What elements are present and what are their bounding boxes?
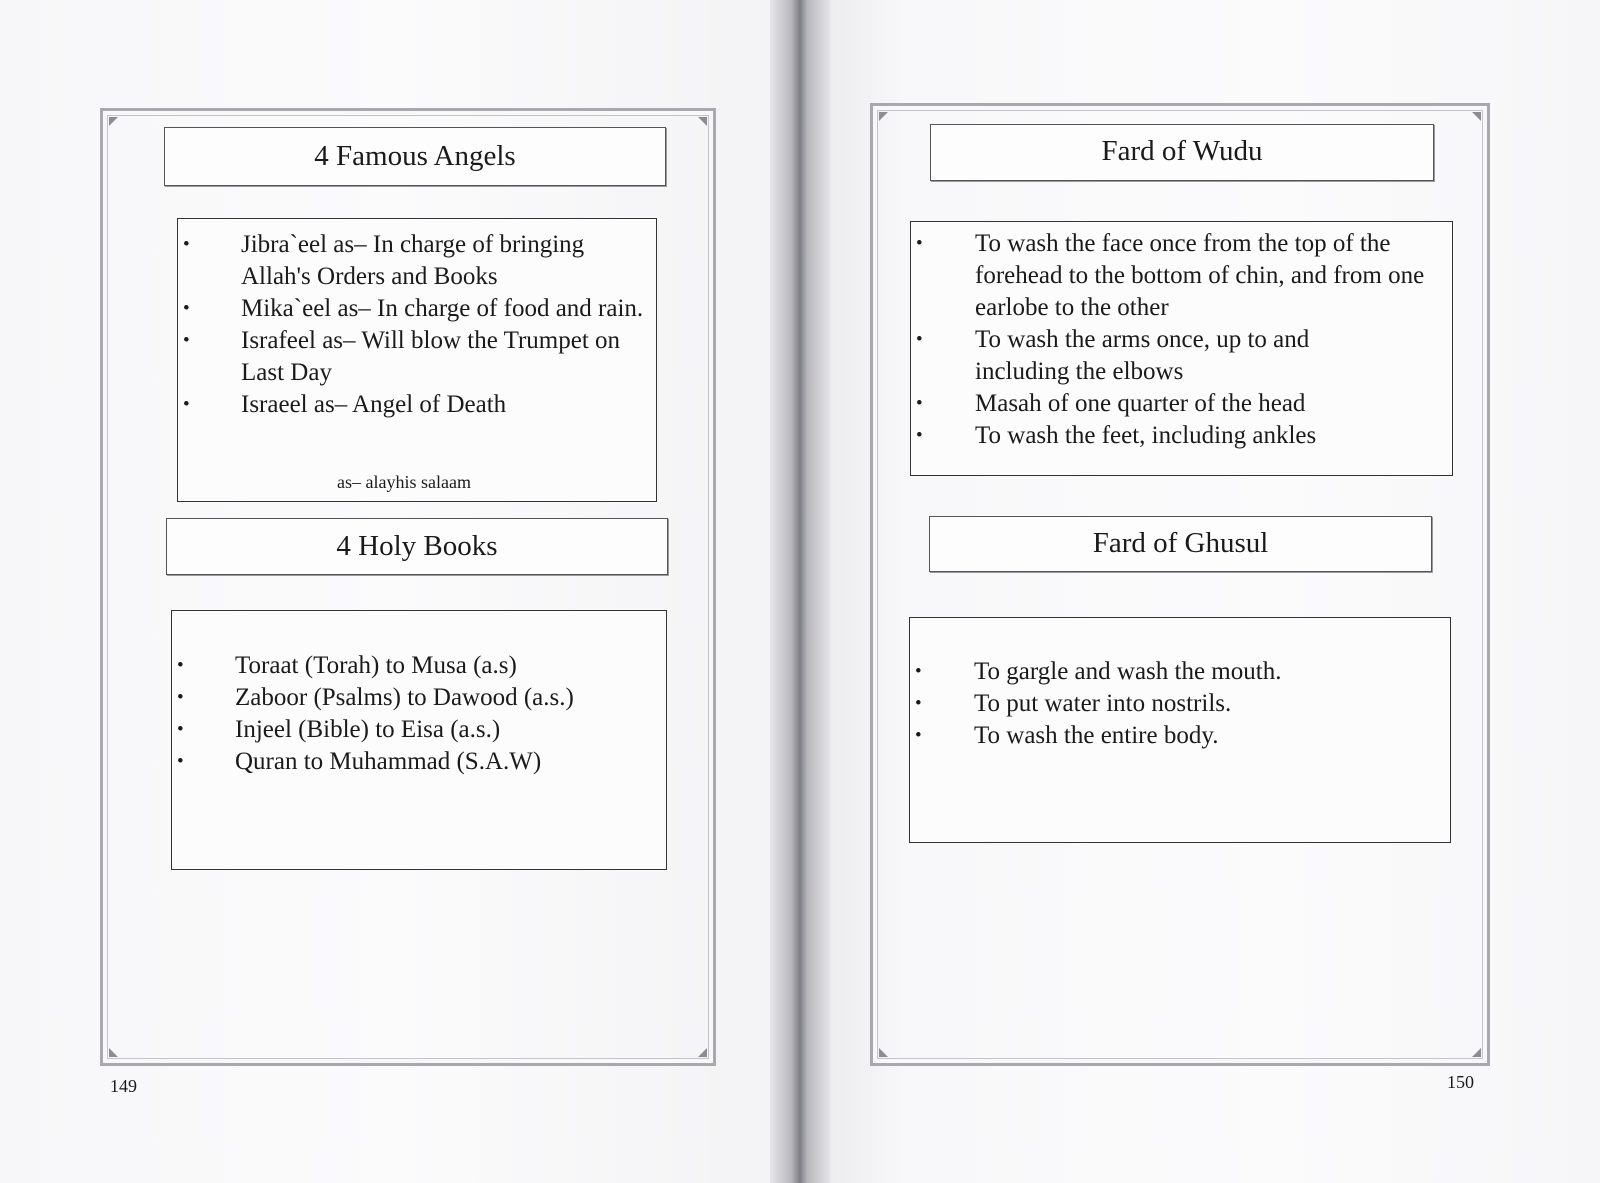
corner-ornament [879,1048,888,1057]
list-item [910,720,1450,752]
list-item [910,656,1450,688]
list-item [172,650,666,682]
list-item [911,324,1452,388]
abbreviation-note: as– alayhis salaam [337,472,471,492]
page-number-left: 149 [110,1076,137,1096]
list-item [172,682,666,714]
list-item [911,388,1452,420]
list-item-text: To wash the feet, including ankles [975,422,1317,449]
list-item [172,746,666,778]
corner-ornament [698,1048,707,1057]
list-item [178,293,656,325]
list-item [178,229,656,293]
list-item [178,389,656,421]
list-item-text: Israeel as– Angel of Death [241,391,507,418]
corner-ornament [109,1048,118,1057]
list-item [911,228,1452,324]
angels-list-box [177,218,657,502]
list-item-text: Masah of one quarter of the head [975,390,1306,417]
list-item-text: To wash the arms once, up to and including the elbows [975,326,1310,385]
list-item-text: Toraat (Torah) to Musa (a.s) [235,652,517,679]
list-item-text: To put water into nostrils. [974,690,1232,717]
ghusul-list-box [909,617,1451,843]
list-item-text: Jibra`eel as– In charge of bringing Allah's Orders and Books [241,231,585,290]
corner-ornament [1472,1048,1481,1057]
corner-ornament [698,117,707,126]
wudu-list [911,228,1452,452]
list-item-text: To gargle and wash the mouth. [974,658,1282,685]
corner-ornament [1472,112,1481,121]
list-item-text: Injeel (Bible) to Eisa (a.s.) [235,716,501,743]
list-item-text: Zaboor (Psalms) to Dawood (a.s.) [235,684,574,711]
list-item-text: Mika`eel as– In charge of food and rain. [241,295,644,322]
list-item [911,420,1452,452]
list-item [178,325,656,389]
ghusul-title-box [929,516,1432,572]
wudu-title: Fard of Wudu [1101,135,1263,167]
list-item-text: To wash the face once from the top of the forehead to the bottom of chin, and from one earlobe to the other [975,230,1425,321]
ghusul-list [910,656,1450,752]
angels-title-box [164,127,666,186]
corner-ornament [109,117,118,126]
corner-ornament [879,112,888,121]
books-title-box [166,518,668,575]
book-gutter [770,0,830,1183]
wudu-title-box [930,124,1434,181]
angels-title: 4 Famous Angels [314,140,516,172]
wudu-list-box [910,221,1453,476]
books-list [172,650,666,778]
list-item [172,714,666,746]
list-item [910,688,1450,720]
page-number-right: 150 [1447,1072,1474,1092]
books-list-box [171,610,667,870]
angels-list [178,229,656,421]
ghusul-title: Fard of Ghusul [1092,527,1269,559]
list-item-text: Israfeel as– Will blow the Trumpet on Last Day [241,327,621,386]
list-item-text: Quran to Muhammad (S.A.W) [235,748,542,775]
books-title: 4 Holy Books [336,530,498,562]
list-item-text: To wash the entire body. [974,722,1219,749]
